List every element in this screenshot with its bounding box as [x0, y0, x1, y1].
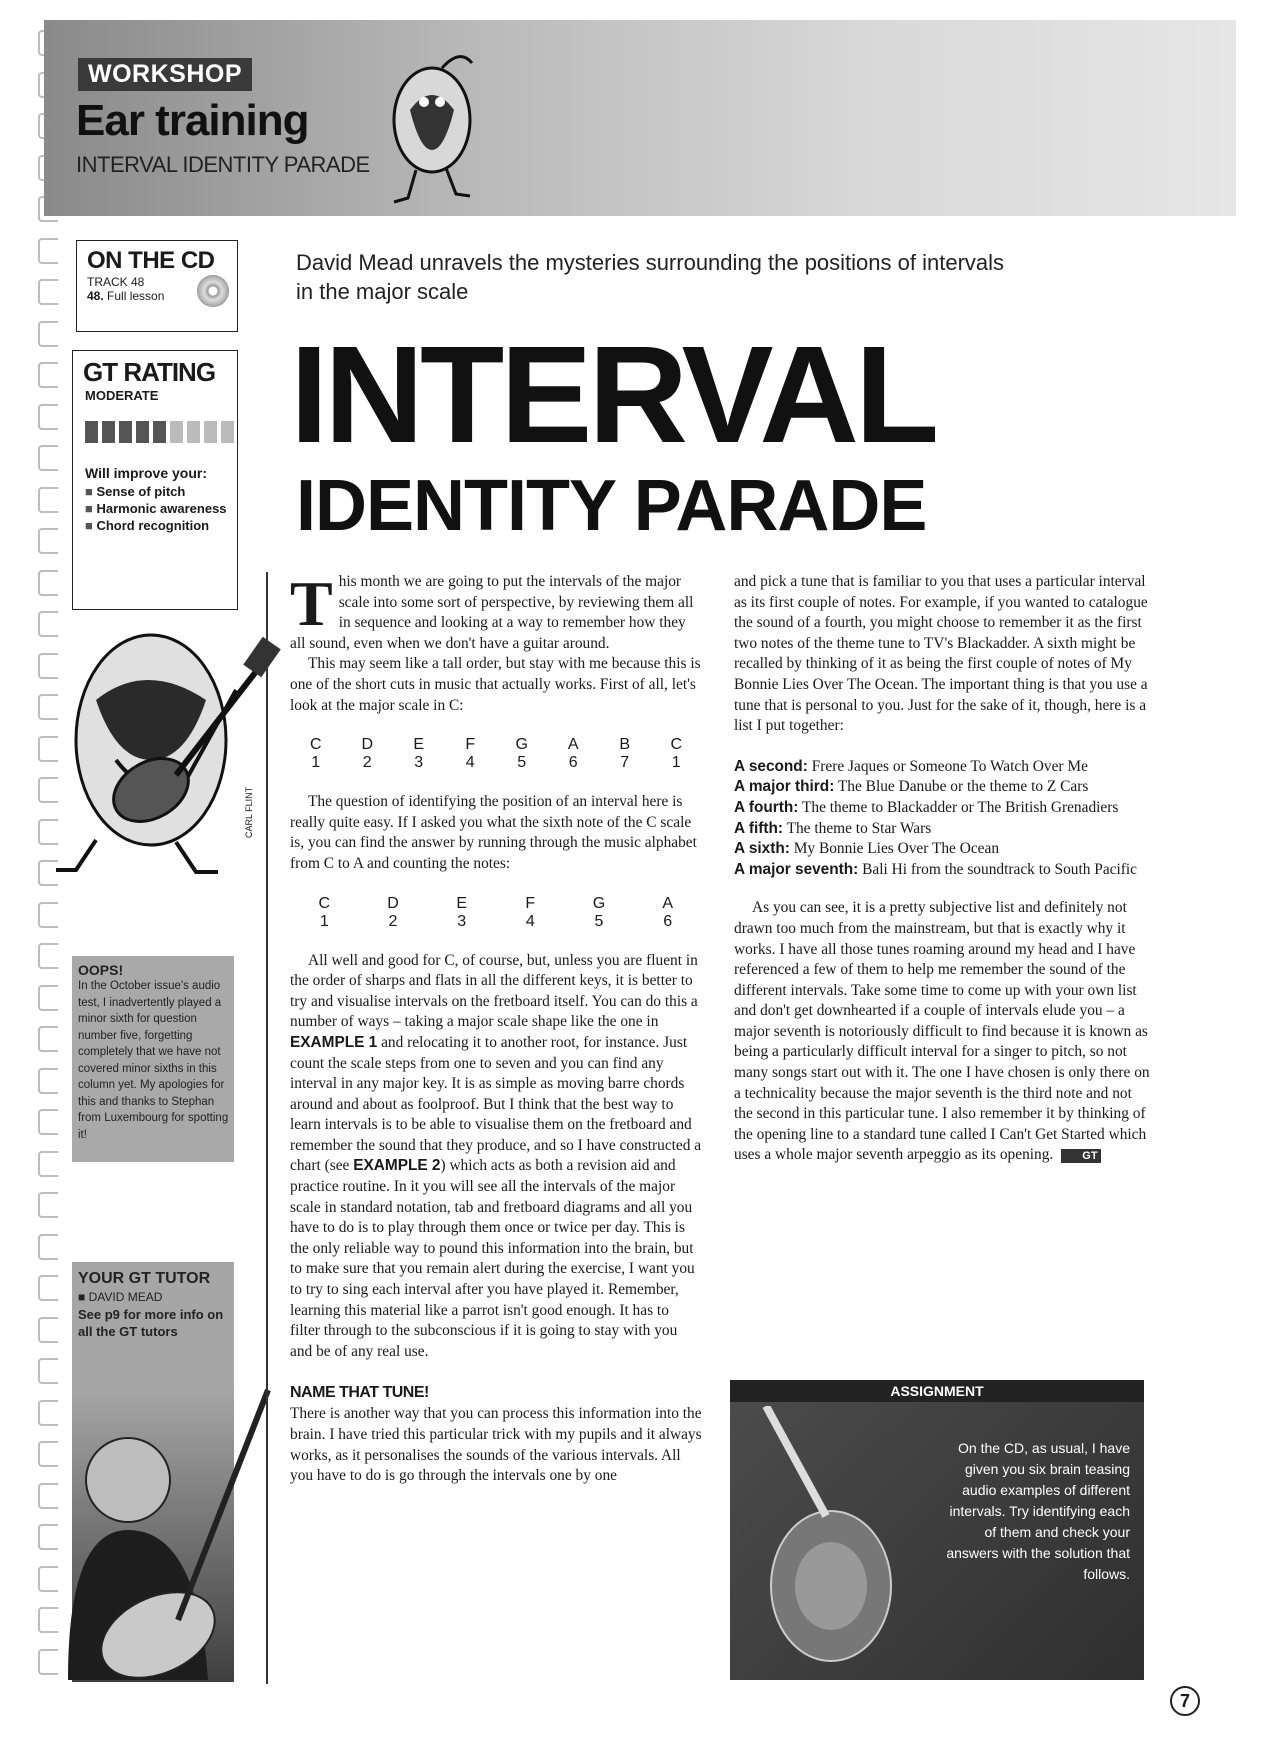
- scale-degree: 1: [319, 912, 329, 930]
- tutor-name: ■ DAVID MEAD: [78, 1290, 163, 1304]
- binding-hole: [38, 445, 58, 471]
- list-item-label: A second:: [734, 757, 808, 775]
- scale-degree: 3: [457, 912, 467, 930]
- list-item-label: A fifth:: [734, 819, 783, 837]
- list-item-text: Bali Hi from the soundtrack to South Pacific: [862, 860, 1138, 878]
- improve-item: ■ Sense of pitch: [85, 483, 237, 500]
- illustration-credit: CARL FLINT: [244, 786, 254, 838]
- scale-degree: 4: [465, 754, 475, 772]
- scale-note: E: [413, 736, 425, 754]
- binding-hole: [38, 362, 58, 388]
- rating-level: MODERATE: [85, 388, 159, 403]
- binding-hole: [38, 611, 58, 637]
- rating-bar: [187, 421, 200, 443]
- assignment-box: [730, 1380, 1144, 1680]
- scale-degree: 1: [671, 754, 681, 772]
- gt-rating-box: [72, 350, 238, 610]
- rating-bars: [85, 421, 237, 443]
- on-the-cd-box: [76, 240, 238, 332]
- binding-hole: [38, 321, 58, 347]
- rating-title: GT RATING: [83, 357, 216, 387]
- list-item: [734, 798, 1150, 819]
- binding-hole: [38, 279, 58, 305]
- scale-note: G: [515, 736, 528, 754]
- scale-note: E: [456, 894, 467, 912]
- oops-body: In the October issue's audio test, I inadvertently played a minor sixth for question number five, forgetting completely that we have not covered minor sixths in this column yet. My apologies for this and thanks to Stephan from Luxembourg for spotting it!: [78, 980, 229, 1141]
- col2-para-2-text: As you can see, it is a pretty subjective list and definitely not drawn too much from the mainstream, but that is exactly why it works. I have all those tunes roaming around my head and I have referenced a few of them to help me remember the sound of the different intervals. Take some time to come up with your own list and don't get downhearted if a couple of intervals elude you – a major seventh is notoriously difficult to find because it is known as being a particularly difficult interval for a singer to pitch, so not many songs start out with it. The one I have chosen is only there on a technicality because the major seventh is the third note and not the second in this particular tune. I also remember it by thinking of the opening line to a standard tune called I Can't Get Started which uses a whole major seventh arpeggio as its opening.: [734, 899, 1150, 1164]
- egg-cartoon-header: [380, 40, 490, 210]
- c-to-a-scale-table: [290, 895, 702, 931]
- binding-hole: [38, 1192, 58, 1218]
- tutor-title: YOUR GT TUTOR: [78, 1270, 211, 1287]
- binding-hole: [38, 528, 58, 554]
- binding-hole: [38, 404, 58, 430]
- binding-hole: [38, 1275, 58, 1301]
- col1-para-5: There is another way that you can process this information into the brain. I have tried this particular trick with my pupils and it always works, as it personalises the sounds of the various intervals. All you have to do is go through the intervals one by one: [290, 1405, 702, 1485]
- binding-hole: [38, 943, 58, 969]
- binding-hole: [38, 985, 58, 1011]
- binding-hole: [38, 860, 58, 886]
- example-1-ref: EXAMPLE 1: [290, 1033, 378, 1051]
- col1-para-3: The question of identifying the position of an interval here is really quite easy. If I asked you what the sixth note of the C scale is, you can find the answer by running through the music alphabet from C to A and counting the notes:: [290, 793, 697, 872]
- binding-hole: [38, 736, 58, 762]
- section-subtitle: INTERVAL IDENTITY PARADE: [76, 152, 370, 177]
- binding-hole: [38, 1026, 58, 1052]
- improve-item: ■ Chord recognition: [85, 517, 237, 534]
- col1-para-4: [290, 951, 702, 1363]
- column-divider: [266, 572, 268, 1684]
- tutor-info: See p9 for more info on all the GT tutors: [78, 1307, 224, 1339]
- scale-degree: 5: [594, 912, 604, 930]
- list-item: [734, 777, 1150, 798]
- list-item: [734, 819, 1150, 840]
- tutor-name-text: DAVID MEAD: [88, 1290, 163, 1304]
- list-item-text: My Bonnie Lies Over The Ocean: [793, 840, 1000, 858]
- scale-note: F: [525, 894, 536, 912]
- scale-note: F: [465, 736, 476, 754]
- assignment-heading: ASSIGNMENT: [730, 1380, 1144, 1402]
- scale-degree: 2: [388, 912, 398, 930]
- c-major-scale-table: [290, 736, 702, 772]
- col1-para-4b: and relocating it to another root, for instance. Just count the scale steps from one to seven and you can find any interval in any major key. It is as simple as moving barre chords around and about as foolproof. But I think that the best way to learn intervals is to be able to visualise them on the fretboard and remember the sound that they produce, and so I have constructed a chart (see: [290, 1033, 702, 1175]
- list-item-text: The theme to Star Wars: [786, 819, 932, 837]
- scale-degree: 5: [517, 754, 527, 772]
- scale-note: C: [309, 736, 322, 754]
- rating-bar: [153, 421, 166, 443]
- scale-degree: 3: [414, 754, 424, 772]
- assignment-body: On the CD, as usual, I have given you six brain teasing audio examples of different intervals. Try identifying each of them and check your answers with the solution that follows.: [946, 1440, 1130, 1582]
- rating-bar: [102, 421, 115, 443]
- binding-hole: [38, 570, 58, 596]
- list-item-label: A sixth:: [734, 840, 790, 858]
- example-2-ref: EXAMPLE 2: [353, 1157, 441, 1175]
- page-number: 7: [1170, 1686, 1200, 1716]
- col1-para-1: his month we are going to put the intervals of the major scale into some sort of perspective, by reviewing them all in sequence and looking at a way to remember how they all sound, even when we don't have a guitar around.: [290, 573, 694, 652]
- scale-degree: 1: [311, 754, 321, 772]
- binding-hole: [38, 1068, 58, 1094]
- oops-box: [72, 956, 234, 1162]
- rating-bar: [136, 421, 149, 443]
- section-title: Ear training: [76, 96, 309, 145]
- improve-list: [73, 483, 237, 534]
- scale-degree: 2: [362, 754, 372, 772]
- binding-hole: [38, 653, 58, 679]
- rating-bar: [204, 421, 217, 443]
- binding-hole: [38, 819, 58, 845]
- article-column-2: [734, 572, 1150, 1166]
- list-item: [734, 839, 1150, 860]
- improve-item: ■ Harmonic awareness: [85, 500, 237, 517]
- name-that-tune-heading: NAME THAT TUNE!: [290, 1384, 429, 1402]
- binding-hole: [38, 487, 58, 513]
- scale-degree: 6: [663, 912, 673, 930]
- scale-note: G: [592, 894, 606, 912]
- improve-heading: Will improve your:: [85, 465, 208, 481]
- headline-line-2: IDENTITY PARADE: [296, 466, 927, 546]
- oops-title: OOPS!: [78, 962, 124, 978]
- list-item-text: The Blue Danube or the theme to Z Cars: [837, 778, 1089, 796]
- list-item-text: The theme to Blackadder or The British Grenadiers: [801, 798, 1119, 816]
- list-item-text: Frere Jaques or Someone To Watch Over Me: [811, 757, 1088, 775]
- col1-para-4c: ) which acts as both a revision aid and practice routine. In it you will see all the intervals of the major scale in standard notation, tab and fretboard diagrams and all you have to do is to play through them once or twice per day. This is the only reliable way to pound this information into the brain, but to make sure that you remain alert during the exercise, I want you to try to sing each interval after you have played it. Remember, learning this material like a parrot isn't good enough. It has to filter through to the subconscious if it is going to stay with you and be of any real use.: [290, 1157, 695, 1360]
- list-item: [734, 860, 1150, 881]
- rating-bar: [221, 421, 234, 443]
- scale-degree: 7: [620, 754, 630, 772]
- gt-end-mark: GT: [1061, 1149, 1100, 1163]
- binding-hole: [38, 1317, 58, 1343]
- cd-item-label: Full lesson: [107, 289, 165, 303]
- binding-hole: [38, 238, 58, 264]
- cd-box-title: ON THE CD: [87, 247, 215, 274]
- col2-para-1: and pick a tune that is familiar to you that uses a particular interval as its first couple of notes. For example, if you wanted to catalogue the sound of a fourth, you might choose to remember it as the first two notes of the theme tune to TV's Blackadder. A sixth might be recalled by thinking of it as being the first couple of notes of My Bonnie Lies Over The Ocean. The important thing is that you use a tune that is personal to you. Just for the sake of it, though, here is a list I put together:: [734, 573, 1148, 735]
- list-item-label: A major seventh:: [734, 860, 859, 878]
- headline-line-1: INTERVAL: [290, 318, 936, 472]
- list-item: [734, 757, 1150, 778]
- cd-track: TRACK 48: [87, 275, 145, 289]
- scale-note: A: [662, 894, 673, 912]
- binding-hole: [38, 777, 58, 803]
- dropcap: T: [290, 568, 333, 639]
- col1-para-2: This may seem like a tall order, but stay with me because this is one of the short cuts in music that actually works. First of all, let's look at the major scale in C:: [290, 655, 701, 714]
- tutor-portrait: [48, 1380, 276, 1680]
- rating-bar: [85, 421, 98, 443]
- binding-hole: [38, 1151, 58, 1177]
- col1-para-4a: All well and good for C, of course, but, unless you are fluent in the order of sharps and flats in all the different keys, it is better to try and visualise intervals on the fretboard itself. You can do this a number of ways – taking a major scale shape like the one in: [290, 951, 698, 1031]
- binding-hole: [38, 902, 58, 928]
- binding-hole: [38, 694, 58, 720]
- scale-note: C: [318, 894, 331, 912]
- binding-hole: [38, 1109, 58, 1135]
- scale-note: B: [619, 736, 631, 754]
- col2-para-2: [734, 898, 1150, 1166]
- interval-tune-list: [734, 757, 1150, 881]
- article-intro: David Mead unravels the mysteries surrounding the positions of intervals in the major scale: [296, 250, 1005, 304]
- list-item-label: A major third:: [734, 778, 835, 796]
- workshop-badge: WORKSHOP: [78, 58, 252, 91]
- scale-degree: 4: [525, 912, 535, 930]
- egg-guitar-cartoon: [56, 610, 286, 900]
- scale-note: D: [361, 736, 374, 754]
- guitar-cartoon-icon: [736, 1406, 936, 1676]
- article-column-1: [290, 568, 702, 1487]
- scale-note: C: [670, 736, 683, 754]
- rating-bar: [170, 421, 183, 443]
- scale-note: A: [567, 736, 579, 754]
- scale-note: D: [387, 894, 399, 912]
- list-item-label: A fourth:: [734, 798, 799, 816]
- scale-degree: 6: [568, 754, 578, 772]
- binding-hole: [38, 1234, 58, 1260]
- cd-disc-icon: [197, 275, 229, 307]
- rating-bar: [119, 421, 132, 443]
- cd-item-number: 48.: [87, 289, 104, 303]
